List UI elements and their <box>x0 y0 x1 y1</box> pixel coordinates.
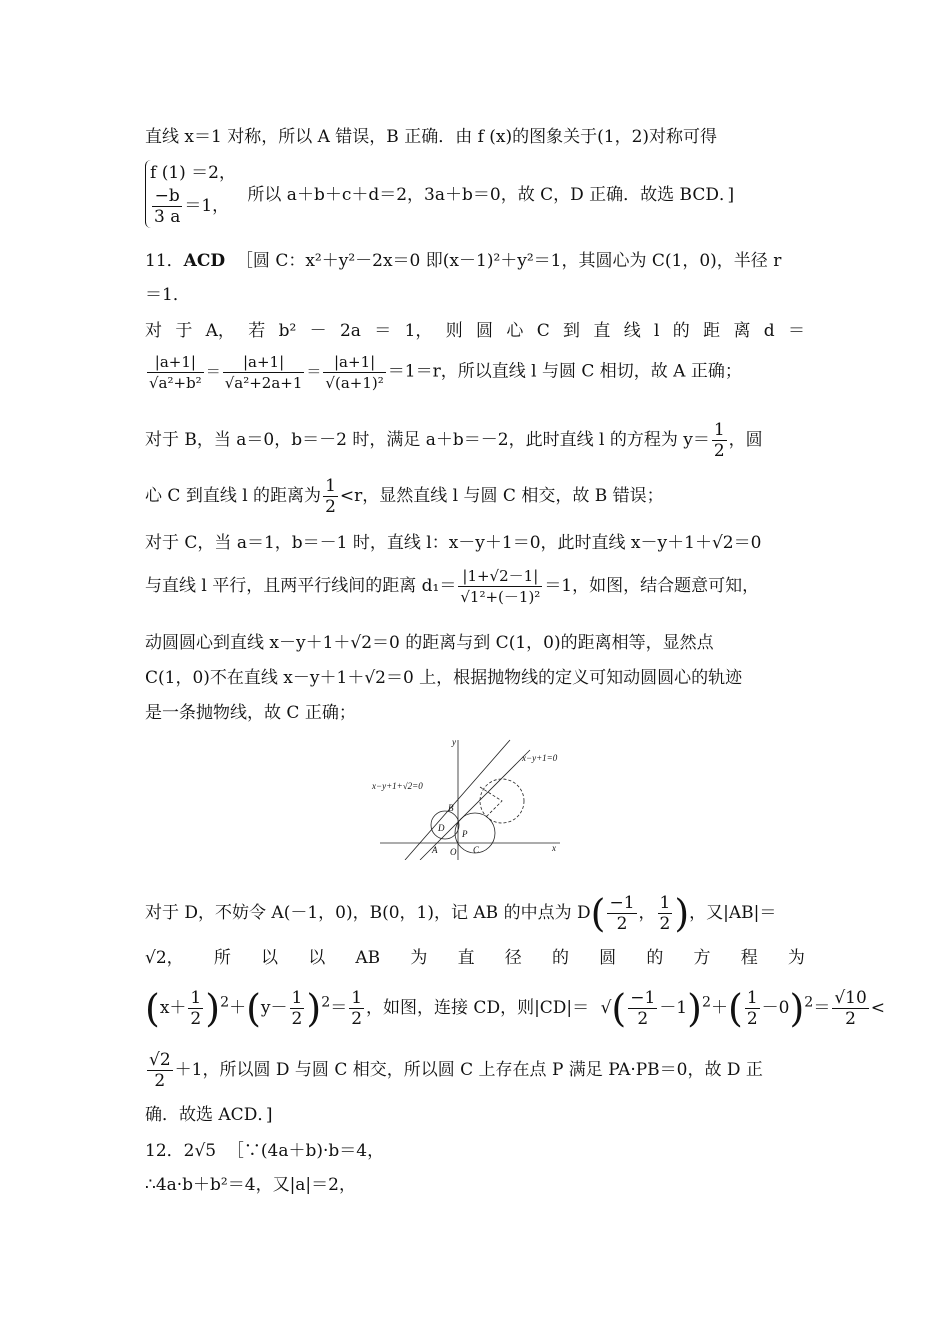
label-d: D <box>438 823 445 833</box>
label-o: O <box>450 847 457 857</box>
q-number: 11． <box>145 251 184 271</box>
label-line-shifted: x−y+1+√2=0 <box>372 781 423 791</box>
c-line-5: 是一条抛物线，故 C 正确； <box>145 703 356 723</box>
q12-line-2: ∴4a·b＋b²＝4，又|a|＝2， <box>145 1175 356 1195</box>
b-line-2: 心 C 到直线 l 的距离为 $\frac{1}{2}$ <r，显然直线 l 与圆 C 相交，故 B 错误； <box>145 476 664 517</box>
question-12 <box>145 1140 384 1162</box>
label-p: P <box>462 829 468 839</box>
label-a: A <box>432 845 438 855</box>
b-line-1: 对于 B，当 a＝0，b＝－2 时，满足 a＋b＝－2，此时直线 l 的方程为 y＝ $\frac{1}{2}$ ，圆 <box>145 420 763 461</box>
d-line-2: √2， 所 以 以 AB 为 直 径 的 圆 的 方 程 为 <box>145 948 805 968</box>
q-text: ［∵(4a＋b)·b＝4， <box>226 1141 385 1161</box>
frac-den: 3 a <box>154 207 181 227</box>
q-text: ［圆 C：x²＋y²－2x＝0 即(x－1)²＋y²＝1，其圆心为 C(1，0)，半径 r <box>235 251 782 271</box>
q-number: 12． <box>145 1141 184 1161</box>
paragraph-line: 直线 x＝1 对称，所以 A 错误，B 正确．由 f (x)的图象关于(1，2)对称可得 <box>145 127 718 147</box>
question-11 <box>145 250 805 272</box>
label-y: y <box>452 737 456 747</box>
d-line-1: 对于 D，不妨令 A(－1，0)，B(0，1)，记 AB 的中点为 D( $\frac{-1}{2}$ ， $\frac{1}{2}$ )，又|AB|＝ <box>145 891 777 936</box>
d-circle-equation: (x＋ $\frac{1}{2}$ )$^2$＋(y－ $\frac{1}{2}$ )$^2$＝ $\frac{1}{2}$ ，如图，连接 CD，则|CD|＝ √( $\frac{-1}{2}$ －1)$^2$＋( $\frac{1}{2}$ －0)$^2$＝ $\frac{√10}{2}$ < <box>145 986 886 1031</box>
system-eq-1: f (1) ＝2， <box>150 163 236 183</box>
a-distance-formula: $\frac{|a+1|}{\text{√a²+b²}}$ ＝ $\frac{|a+1|}{\text{√a²+2a+1}}$ ＝ $\frac{|a+1|}{\text{√(a+1)²}}$ ＝1＝r，所以直线 l 与圆 C 相切，故 A 正确； <box>149 353 742 392</box>
label-b: B <box>448 803 454 813</box>
a-intro-justified: 对 于 A， 若 b² － 2a ＝ 1， 则 圆 心 C 到 直 线 l 的 距 离 d ＝ <box>145 321 805 341</box>
c-line-2: 与直线 l 平行，且两平行线间的距离 d₁＝ $\frac{|1+√2-1|}{\text{√1²+(－1)²}}$ ＝1，如图，结合题意可知， <box>145 567 760 606</box>
label-line-l: x−y+1=0 <box>522 753 558 763</box>
system-eq-2-rhs: ＝1， <box>184 196 230 216</box>
c-line-4: C(1，0)不在直线 x－y＋1＋√2＝0 上，根据抛物线的定义可知动圆圆心的轨迹 <box>145 668 743 688</box>
frac-num: −b <box>152 186 182 207</box>
d-line-5: 确．故选 ACD．] <box>145 1105 273 1125</box>
c-line-1: 对于 C，当 a＝1，b＝－1 时，直线 l：x－y＋1＝0，此时直线 x－y＋1＋√2＝0 <box>145 533 762 553</box>
d-line-4: $\frac{√2}{2}$ ＋1，所以圆 D 与圆 C 相交，所以圆 C 上存在点 P 满足 PA·PB＝0，故 D 正 <box>149 1050 763 1091</box>
label-x: x <box>552 843 556 853</box>
q-answer: ACD <box>183 251 226 271</box>
equation-system <box>145 160 734 230</box>
c-line-3: 动圆圆心到直线 x－y＋1＋√2＝0 的距离与到 C(1，0)的距离相等，显然点 <box>145 633 714 653</box>
paragraph-line: ＝1． <box>145 285 190 305</box>
q-answer: 2√5 <box>183 1141 217 1161</box>
system-tail: 所以 a＋b＋c＋d＝2，3a＋b＝0，故 C，D 正确．故选 BCD．] <box>247 185 735 205</box>
label-c: C <box>473 845 480 855</box>
line-l-shifted <box>420 750 530 860</box>
geometry-figure <box>370 735 585 860</box>
